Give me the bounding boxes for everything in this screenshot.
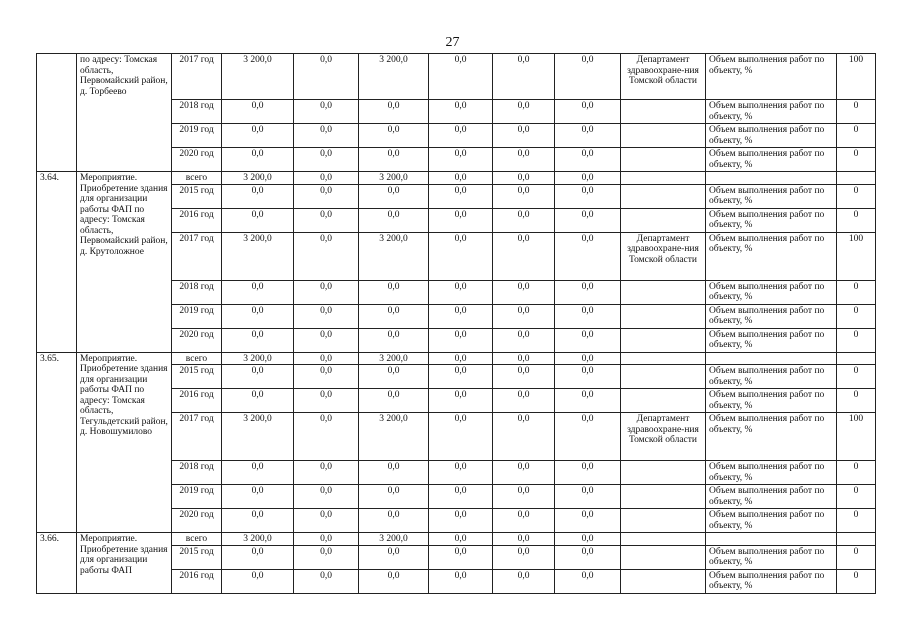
funding-value-cell: 0,0	[429, 184, 493, 208]
year-cell: 2020 год	[172, 509, 222, 533]
indicator-cell: Объем выполнения работ по объекту, %	[706, 124, 837, 148]
funding-value-cell: 0,0	[359, 304, 429, 328]
funding-value-cell: 3 200,0	[222, 54, 294, 100]
funding-value-cell: 0,0	[429, 352, 493, 365]
funding-value-cell: 0,0	[222, 509, 294, 533]
funding-value-cell: 3 200,0	[359, 54, 429, 100]
executor-cell	[621, 389, 706, 413]
funding-value-cell: 0,0	[359, 485, 429, 509]
funding-value-cell: 0,0	[555, 365, 621, 389]
funding-value-cell: 0,0	[555, 485, 621, 509]
funding-value-cell: 0,0	[493, 54, 555, 100]
funding-value-cell: 0,0	[493, 413, 555, 461]
funding-value-cell: 0,0	[555, 54, 621, 100]
year-cell: 2020 год	[172, 148, 222, 172]
funding-value-cell: 0,0	[493, 461, 555, 485]
funding-value-cell: 0,0	[555, 100, 621, 124]
funding-value-cell: 0,0	[493, 569, 555, 593]
item-number: 3.64.	[37, 172, 77, 353]
funding-value-cell: 0,0	[493, 485, 555, 509]
funding-value-cell: 0,0	[294, 208, 359, 232]
executor-cell	[621, 365, 706, 389]
indicator-cell: Объем выполнения работ по объекту, %	[706, 280, 837, 304]
executor-cell	[621, 485, 706, 509]
funding-value-cell: 0,0	[493, 232, 555, 280]
executor-cell	[621, 100, 706, 124]
funding-value-cell: 0,0	[359, 365, 429, 389]
indicator-cell: Объем выполнения работ по объекту, %	[706, 413, 837, 461]
funding-value-cell: 0,0	[493, 280, 555, 304]
executor-cell	[621, 184, 706, 208]
funding-value-cell: 3 200,0	[222, 232, 294, 280]
funding-value-cell: 0,0	[294, 485, 359, 509]
funding-value-cell: 0,0	[555, 304, 621, 328]
indicator-cell: Объем выполнения работ по объекту, %	[706, 461, 837, 485]
funding-value-cell: 0,0	[429, 328, 493, 352]
funding-value-cell: 0,0	[294, 545, 359, 569]
year-cell: 2019 год	[172, 485, 222, 509]
year-cell: 2018 год	[172, 280, 222, 304]
executor-cell	[621, 124, 706, 148]
funding-value-cell: 0,0	[555, 389, 621, 413]
target-value-cell: 0	[837, 461, 876, 485]
funding-value-cell: 0,0	[555, 280, 621, 304]
funding-value-cell: 0,0	[294, 54, 359, 100]
funding-value-cell: 0,0	[555, 148, 621, 172]
funding-value-cell: 0,0	[294, 352, 359, 365]
funding-value-cell: 0,0	[294, 461, 359, 485]
funding-value-cell: 0,0	[222, 365, 294, 389]
funding-value-cell: 0,0	[555, 328, 621, 352]
funding-value-cell: 0,0	[294, 124, 359, 148]
funding-value-cell: 3 200,0	[222, 413, 294, 461]
executor-cell	[621, 304, 706, 328]
funding-value-cell: 0,0	[555, 569, 621, 593]
year-cell: 2019 год	[172, 124, 222, 148]
indicator-cell: Объем выполнения работ по объекту, %	[706, 208, 837, 232]
executor-cell	[621, 569, 706, 593]
funding-value-cell: 0,0	[294, 148, 359, 172]
funding-value-cell: 0,0	[359, 389, 429, 413]
year-cell: 2017 год	[172, 232, 222, 280]
funding-value-cell: 0,0	[429, 533, 493, 546]
funding-value-cell: 3 200,0	[359, 172, 429, 185]
funding-value-cell: 0,0	[429, 545, 493, 569]
funding-value-cell: 0,0	[429, 389, 493, 413]
funding-value-cell: 0,0	[429, 172, 493, 185]
funding-value-cell: 0,0	[429, 304, 493, 328]
year-cell: всего	[172, 352, 222, 365]
table-row	[37, 352, 876, 365]
page-number: 27	[445, 35, 460, 50]
executor-cell	[621, 533, 706, 546]
funding-value-cell: 0,0	[294, 184, 359, 208]
year-cell: 2020 год	[172, 328, 222, 352]
funding-value-cell: 0,0	[429, 485, 493, 509]
year-cell: 2018 год	[172, 100, 222, 124]
indicator-cell: Объем выполнения работ по объекту, %	[706, 184, 837, 208]
target-value-cell: 0	[837, 304, 876, 328]
target-value-cell: 0	[837, 545, 876, 569]
target-value-cell: 100	[837, 232, 876, 280]
funding-value-cell: 0,0	[429, 509, 493, 533]
funding-value-cell: 0,0	[429, 208, 493, 232]
funding-value-cell: 0,0	[493, 509, 555, 533]
indicator-cell: Объем выполнения работ по объекту, %	[706, 509, 837, 533]
funding-value-cell: 0,0	[555, 232, 621, 280]
target-value-cell	[837, 172, 876, 185]
funding-value-cell: 0,0	[429, 461, 493, 485]
year-cell: 2017 год	[172, 54, 222, 100]
funding-value-cell: 3 200,0	[359, 413, 429, 461]
target-value-cell: 0	[837, 124, 876, 148]
funding-value-cell: 3 200,0	[222, 172, 294, 185]
funding-value-cell: 0,0	[222, 389, 294, 413]
funding-value-cell: 0,0	[555, 208, 621, 232]
funding-value-cell: 0,0	[359, 184, 429, 208]
indicator-cell: Объем выполнения работ по объекту, %	[706, 365, 837, 389]
year-cell: 2019 год	[172, 304, 222, 328]
target-value-cell: 0	[837, 100, 876, 124]
funding-value-cell: 0,0	[429, 413, 493, 461]
funding-value-cell: 0,0	[555, 545, 621, 569]
funding-value-cell: 0,0	[294, 280, 359, 304]
funding-value-cell: 0,0	[222, 100, 294, 124]
table-row	[37, 54, 876, 100]
executor-cell	[621, 461, 706, 485]
item-description: по адресу: Томская область, Первомайский район, д. Торбеево	[77, 54, 172, 172]
target-value-cell: 0	[837, 148, 876, 172]
funding-value-cell: 0,0	[222, 304, 294, 328]
executor-cell: Департамент здравоохране-ния Томской области	[621, 413, 706, 461]
funding-value-cell: 0,0	[493, 172, 555, 185]
year-cell: 2017 год	[172, 413, 222, 461]
funding-value-cell: 0,0	[493, 100, 555, 124]
funding-value-cell: 3 200,0	[359, 352, 429, 365]
executor-cell	[621, 148, 706, 172]
funding-value-cell: 0,0	[222, 545, 294, 569]
year-cell: 2016 год	[172, 208, 222, 232]
funding-value-cell: 0,0	[294, 509, 359, 533]
item-number: 3.65.	[37, 352, 77, 533]
funding-value-cell: 0,0	[493, 389, 555, 413]
funding-value-cell: 0,0	[429, 569, 493, 593]
executor-cell	[621, 208, 706, 232]
target-value-cell: 100	[837, 413, 876, 461]
item-number	[37, 54, 77, 172]
funding-value-cell: 0,0	[429, 280, 493, 304]
funding-value-cell: 0,0	[359, 208, 429, 232]
funding-value-cell: 3 200,0	[222, 352, 294, 365]
target-value-cell: 0	[837, 569, 876, 593]
executor-cell: Департамент здравоохране-ния Томской области	[621, 54, 706, 100]
funding-value-cell: 3 200,0	[222, 533, 294, 546]
funding-value-cell: 0,0	[294, 328, 359, 352]
target-value-cell: 0	[837, 509, 876, 533]
funding-value-cell: 0,0	[429, 54, 493, 100]
indicator-cell: Объем выполнения работ по объекту, %	[706, 148, 837, 172]
funding-value-cell: 0,0	[555, 413, 621, 461]
funding-value-cell: 0,0	[555, 533, 621, 546]
target-value-cell: 0	[837, 485, 876, 509]
funding-value-cell: 0,0	[222, 461, 294, 485]
funding-value-cell: 0,0	[493, 148, 555, 172]
target-value-cell: 0	[837, 365, 876, 389]
executor-cell	[621, 172, 706, 185]
target-value-cell: 100	[837, 54, 876, 100]
funding-value-cell: 0,0	[493, 533, 555, 546]
funding-value-cell: 0,0	[493, 184, 555, 208]
item-number: 3.66.	[37, 533, 77, 594]
funding-value-cell: 0,0	[493, 208, 555, 232]
funding-value-cell: 0,0	[294, 533, 359, 546]
executor-cell: Департамент здравоохране-ния Томской области	[621, 232, 706, 280]
indicator-cell: Объем выполнения работ по объекту, %	[706, 328, 837, 352]
funding-value-cell: 0,0	[222, 485, 294, 509]
executor-cell	[621, 509, 706, 533]
funding-value-cell: 0,0	[555, 461, 621, 485]
year-cell: 2016 год	[172, 569, 222, 593]
item-description: Мероприятие. Приобретение здания для организации работы ФАП по адресу: Томская область, Тегульдетский район, д. Новошумилово	[77, 352, 172, 533]
indicator-cell: Объем выполнения работ по объекту, %	[706, 232, 837, 280]
target-value-cell: 0	[837, 328, 876, 352]
indicator-cell: Объем выполнения работ по объекту, %	[706, 100, 837, 124]
funding-value-cell: 0,0	[493, 124, 555, 148]
funding-value-cell: 0,0	[359, 328, 429, 352]
funding-value-cell: 0,0	[359, 124, 429, 148]
indicator-cell	[706, 352, 837, 365]
year-cell: всего	[172, 533, 222, 546]
funding-value-cell: 0,0	[294, 413, 359, 461]
funding-value-cell: 0,0	[359, 100, 429, 124]
executor-cell	[621, 352, 706, 365]
indicator-cell: Объем выполнения работ по объекту, %	[706, 304, 837, 328]
funding-value-cell: 0,0	[222, 208, 294, 232]
funding-value-cell: 3 200,0	[359, 533, 429, 546]
funding-value-cell: 0,0	[493, 328, 555, 352]
funding-value-cell: 0,0	[294, 304, 359, 328]
target-value-cell: 0	[837, 280, 876, 304]
funding-value-cell: 0,0	[555, 509, 621, 533]
funding-value-cell: 0,0	[555, 124, 621, 148]
funding-value-cell: 0,0	[429, 148, 493, 172]
indicator-cell: Объем выполнения работ по объекту, %	[706, 485, 837, 509]
funding-value-cell: 0,0	[294, 232, 359, 280]
target-value-cell	[837, 533, 876, 546]
executor-cell	[621, 280, 706, 304]
indicator-cell: Объем выполнения работ по объекту, %	[706, 389, 837, 413]
funding-value-cell: 0,0	[359, 569, 429, 593]
target-value-cell: 0	[837, 208, 876, 232]
indicator-cell: Объем выполнения работ по объекту, %	[706, 569, 837, 593]
indicator-cell: Объем выполнения работ по объекту, %	[706, 54, 837, 100]
funding-value-cell: 0,0	[429, 124, 493, 148]
indicator-cell: Объем выполнения работ по объекту, %	[706, 545, 837, 569]
year-cell: 2016 год	[172, 389, 222, 413]
year-cell: 2015 год	[172, 545, 222, 569]
table-row	[37, 172, 876, 185]
program-table	[36, 53, 876, 594]
funding-value-cell: 0,0	[294, 365, 359, 389]
table-body	[37, 54, 876, 594]
item-description: Мероприятие. Приобретение здания для организации работы ФАП	[77, 533, 172, 594]
funding-value-cell: 0,0	[493, 304, 555, 328]
funding-value-cell: 0,0	[359, 280, 429, 304]
funding-value-cell: 3 200,0	[359, 232, 429, 280]
funding-value-cell: 0,0	[222, 280, 294, 304]
year-cell: всего	[172, 172, 222, 185]
funding-value-cell: 0,0	[359, 509, 429, 533]
funding-value-cell: 0,0	[294, 100, 359, 124]
funding-value-cell: 0,0	[222, 569, 294, 593]
executor-cell	[621, 545, 706, 569]
funding-value-cell: 0,0	[493, 365, 555, 389]
funding-value-cell: 0,0	[429, 100, 493, 124]
funding-value-cell: 0,0	[294, 172, 359, 185]
funding-value-cell: 0,0	[359, 461, 429, 485]
funding-value-cell: 0,0	[294, 569, 359, 593]
executor-cell	[621, 328, 706, 352]
funding-value-cell: 0,0	[493, 545, 555, 569]
indicator-cell	[706, 533, 837, 546]
funding-value-cell: 0,0	[429, 232, 493, 280]
year-cell: 2018 год	[172, 461, 222, 485]
funding-value-cell: 0,0	[429, 365, 493, 389]
funding-value-cell: 0,0	[222, 328, 294, 352]
target-value-cell: 0	[837, 389, 876, 413]
target-value-cell	[837, 352, 876, 365]
funding-value-cell: 0,0	[222, 124, 294, 148]
funding-value-cell: 0,0	[555, 352, 621, 365]
funding-value-cell: 0,0	[222, 148, 294, 172]
funding-value-cell: 0,0	[294, 389, 359, 413]
year-cell: 2015 год	[172, 365, 222, 389]
table-row	[37, 533, 876, 546]
funding-value-cell: 0,0	[493, 352, 555, 365]
item-description: Мероприятие. Приобретение здания для организации работы ФАП по адресу: Томская область, Первомайский район, д. Крутоложное	[77, 172, 172, 353]
funding-value-cell: 0,0	[222, 184, 294, 208]
target-value-cell: 0	[837, 184, 876, 208]
funding-value-cell: 0,0	[555, 184, 621, 208]
funding-value-cell: 0,0	[555, 172, 621, 185]
year-cell: 2015 год	[172, 184, 222, 208]
funding-value-cell: 0,0	[359, 545, 429, 569]
funding-value-cell: 0,0	[359, 148, 429, 172]
indicator-cell	[706, 172, 837, 185]
